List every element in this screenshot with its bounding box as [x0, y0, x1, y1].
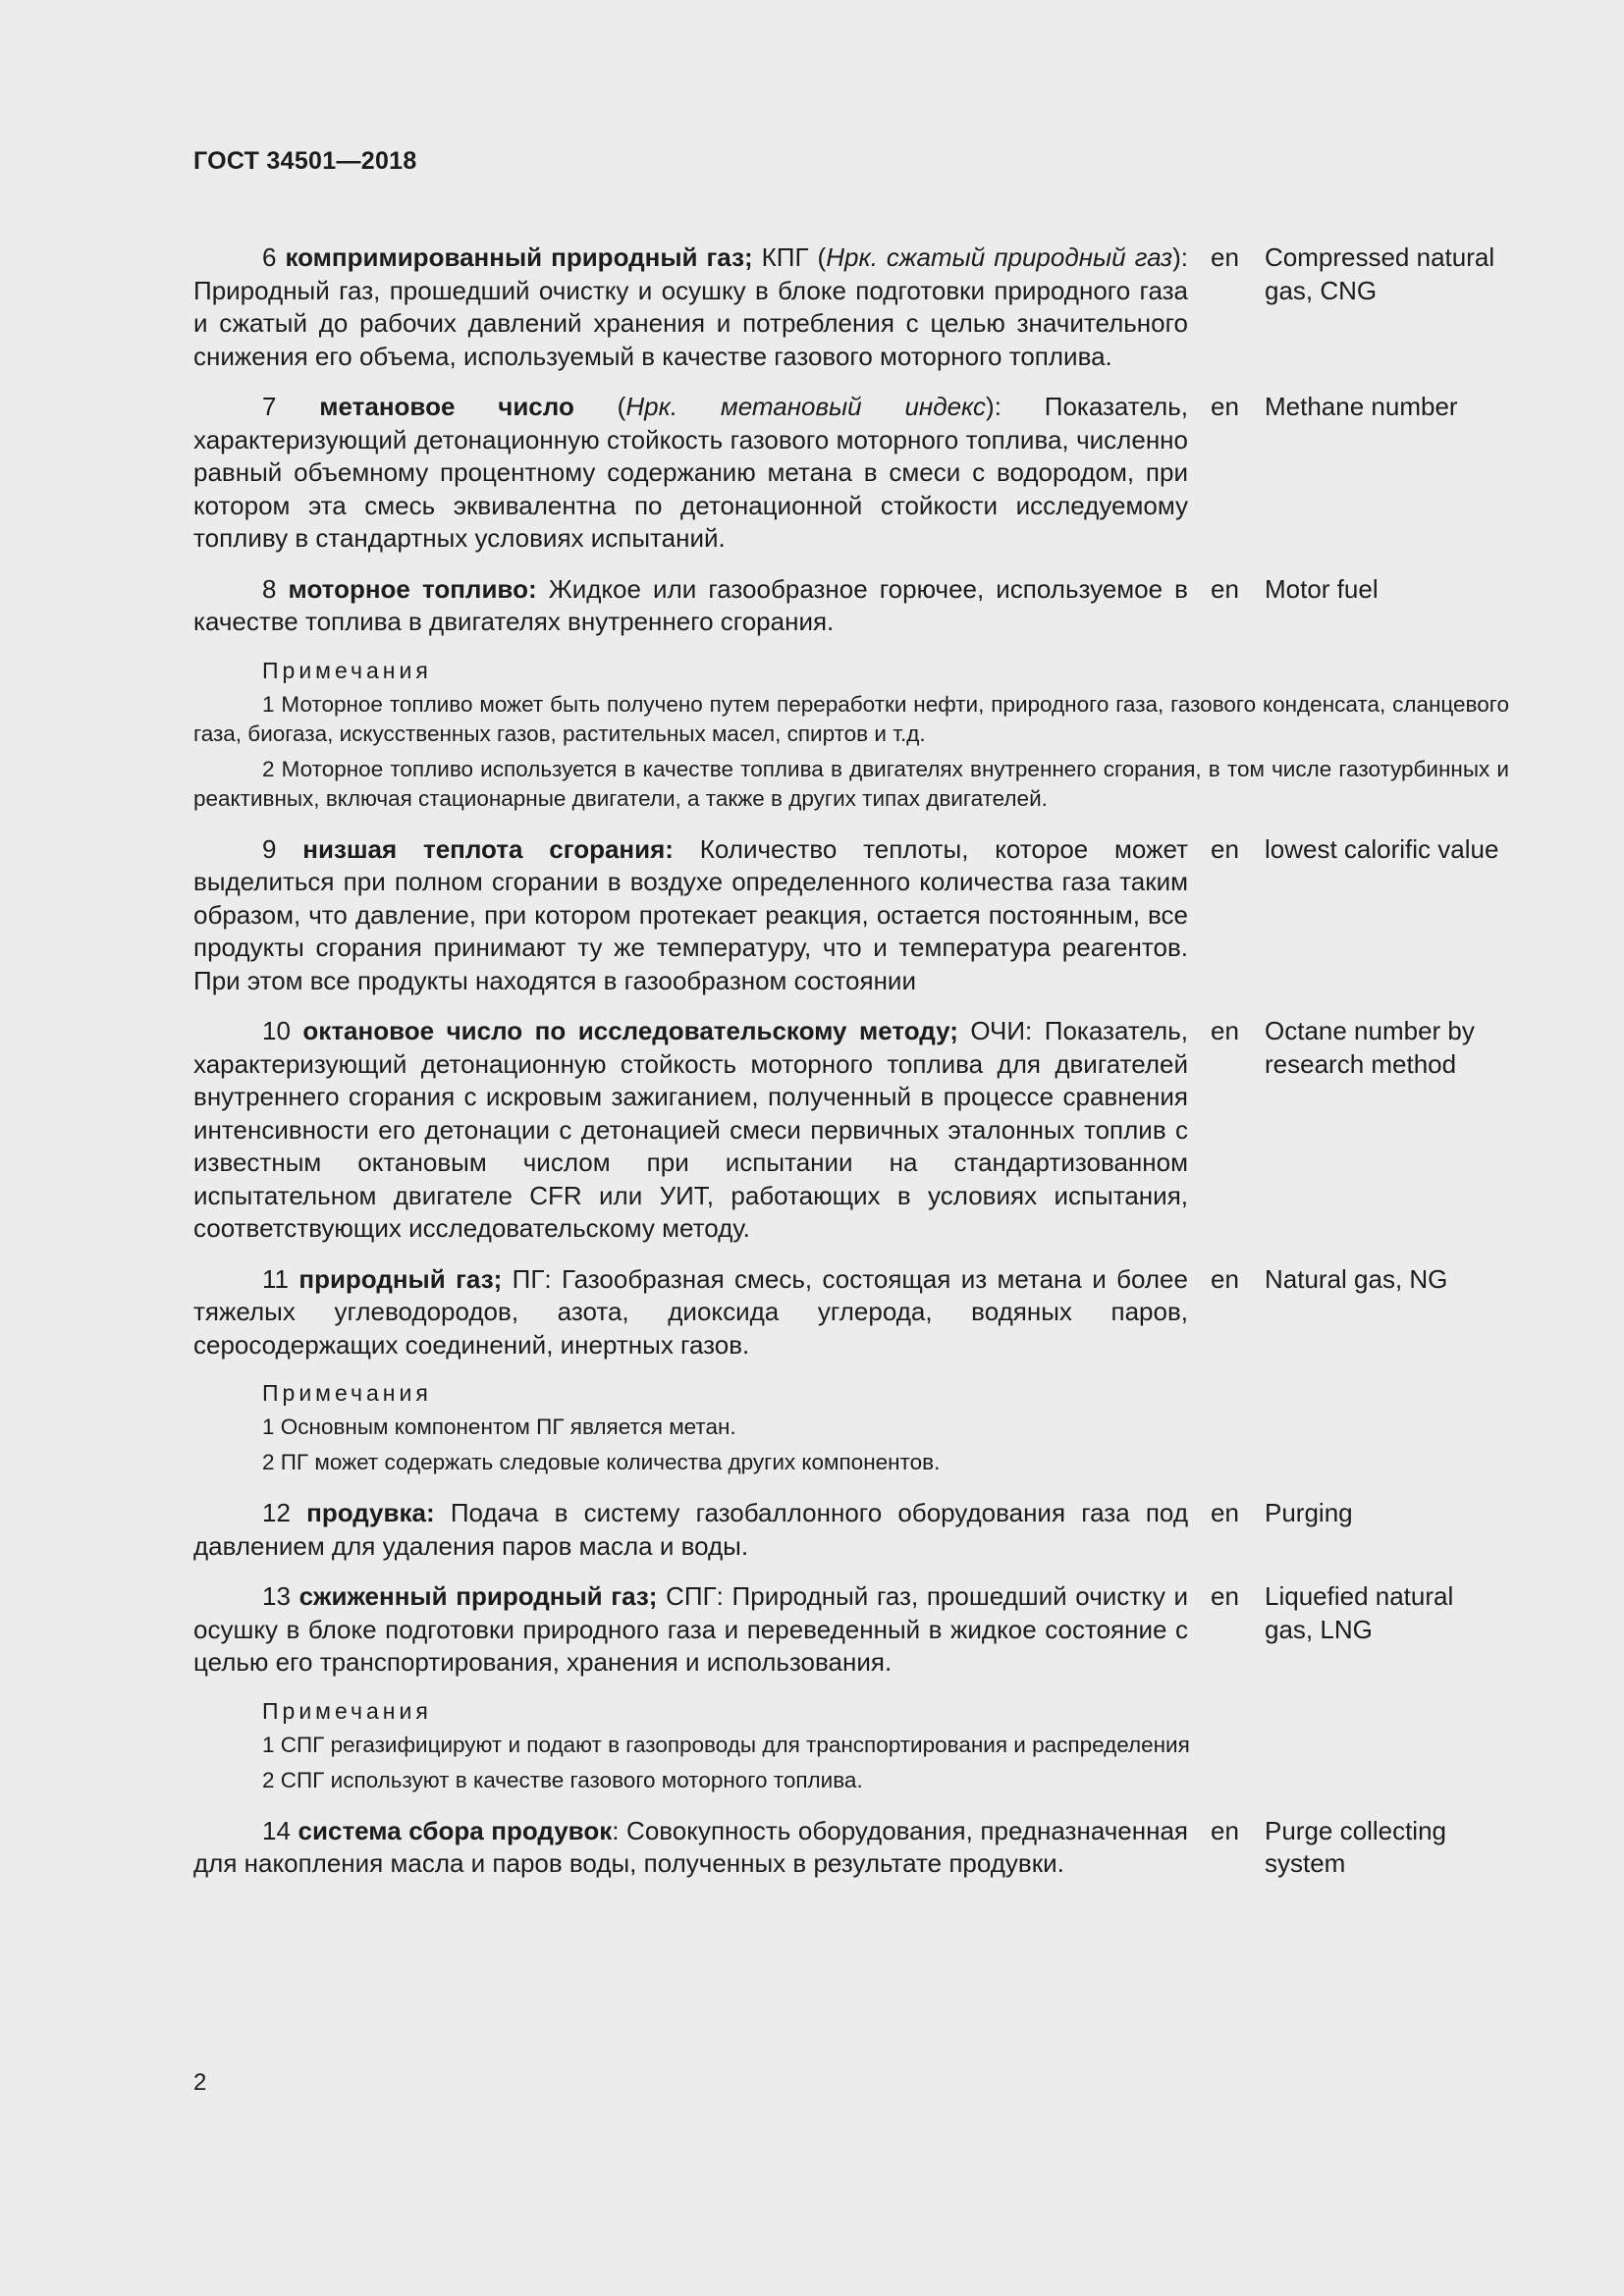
term-english: Motor fuel: [1265, 573, 1379, 604]
term-entry-8: [193, 573, 1509, 639]
term-number: 11: [262, 1263, 289, 1294]
term-definition: [193, 1815, 1188, 1881]
lang-code: en: [1211, 833, 1239, 864]
term-name: октановое число по исследовательскому методу;: [302, 1016, 958, 1045]
term-text: ПГ: Газообразная смесь, состоящая из метана и более тяжелых углеводородов, азота, диоксида углерода, водяных паров, серосодержащих соединений, инертных газов.: [193, 1263, 1188, 1360]
note: 1 СПГ регазифицируют и подают в газопроводы для транспортирования и распределения: [262, 1732, 1190, 1757]
lang-code: en: [1211, 1815, 1239, 1845]
lang-code: en: [1211, 573, 1239, 604]
page-number: 2: [193, 2069, 207, 2096]
lang-code: en: [1211, 1581, 1239, 1611]
lang-code: en: [1211, 1498, 1239, 1527]
term-number: 7: [262, 392, 277, 421]
term-deprecated: Нрк. метановый индекс: [625, 392, 987, 421]
term-deprecated: Нрк. сжатый природный газ: [826, 242, 1173, 272]
notes-title: Примечания: [262, 1697, 432, 1724]
term-number: 12: [262, 1498, 291, 1527]
note: 2 Моторное топливо используется в качестве топлива в двигателях внутреннего сгорания, в том числе газотурбинных и реактивных, включая стационарные двигатели, а также в других типах двигателей.: [193, 756, 1509, 811]
term-text: Жидкое или газообразное горючее, используемое в качестве топлива в двигателях внутреннего сгорания.: [193, 573, 1188, 636]
term-name: моторное топливо:: [288, 573, 537, 604]
term-name: компримированный природный газ;: [285, 242, 753, 272]
term-english: lowest calorific value: [1265, 833, 1499, 864]
lang-code: en: [1211, 1263, 1239, 1294]
notes-block: [193, 1377, 1509, 1477]
notes-block: [193, 1695, 1509, 1795]
term-number: 13: [262, 1581, 291, 1611]
note: 2 СПГ используют в качестве газового моторного топлива.: [262, 1767, 863, 1792]
term-definition: [193, 1015, 1188, 1246]
standard-title: ГОСТ 34501—2018: [193, 147, 417, 175]
term-paren: (: [617, 392, 626, 421]
term-definition: [193, 1263, 1188, 1362]
term-definition: [193, 1580, 1188, 1680]
term-abbr: КПГ (: [761, 242, 827, 272]
notes-title: Примечания: [262, 1380, 432, 1406]
term-english: Purge collecting system: [1265, 1815, 1446, 1878]
term-name: система сбора продувок: [298, 1815, 613, 1845]
terms-list: [193, 241, 1509, 1898]
notes-block: [193, 655, 1509, 814]
term-entry-13: [193, 1580, 1509, 1680]
note: 2 ПГ может содержать следовые количества других компонентов.: [262, 1450, 941, 1474]
term-definition: [193, 241, 1188, 373]
term-entry-11: [193, 1263, 1509, 1362]
term-entry-7: [193, 391, 1509, 556]
term-number: 14: [262, 1815, 291, 1845]
term-name: метановое число: [319, 392, 574, 421]
note: 1 Моторное топливо может быть получено путем переработки нефти, природного газа, газового конденсата, сланцевого газа, биогаза, искусственных газов, растительных масел, спиртов и т.д.: [193, 691, 1509, 746]
term-number: 6: [262, 242, 277, 272]
term-definition: [193, 391, 1188, 556]
term-definition: [193, 1497, 1188, 1563]
term-definition: [193, 573, 1188, 639]
term-entry-12: [193, 1497, 1509, 1563]
term-english: Methane number: [1265, 392, 1458, 421]
term-text: Количество теплоты, которое может выделиться при полном сгорании в воздухе определенного количества газа таким образом, что давление, при котором протекает реакция, остается постоянным, все продукты сгорания принимают ту же температуру, что и температура реагентов. При этом все продукты находятся в газообразном состоянии: [193, 833, 1188, 995]
notes-title: Примечания: [262, 657, 432, 683]
term-text: ОЧИ: Показатель, характеризующий детонационную стойкость моторного топлива для двигателей внутреннего сгорания с искровым зажиганием, полученный в процессе сравнения интенсивности его детонации с детонацией смеси первичных эталонных топлив с известным октановым числом при испытании на стандартизованном испытательном двигателе CFR или УИТ, работающих в условиях испытания, соответствующих исследовательскому методу.: [193, 1016, 1188, 1243]
term-english: Compressed natural gas, CNG: [1265, 242, 1495, 305]
note: 1 Основным компонентом ПГ является метан.: [262, 1415, 736, 1439]
term-text: Подача в систему газобаллонного оборудования газа под давлением для удаления паров масла и воды.: [193, 1498, 1188, 1561]
term-number: 10: [262, 1016, 291, 1045]
term-english: Liquefied natural gas, LNG: [1265, 1581, 1454, 1644]
term-name: низшая теплота сгорания:: [302, 833, 674, 864]
term-entry-14: [193, 1815, 1509, 1881]
term-number: 8: [262, 573, 277, 604]
term-number: 9: [262, 833, 277, 864]
term-text: : Совокупность оборудования, предназначенная для накопления масла и паров воды, полученных в результате продувки.: [193, 1815, 1188, 1878]
term-name: природный газ;: [298, 1263, 503, 1294]
term-text: СПГ: Природный газ, прошедший очистку и осушку в блоке подготовки природного газа и переведенный в жидкое состояние с целью его транспортирования, хранения и использования.: [193, 1581, 1189, 1677]
term-text: ): Природный газ, прошедший очистку и осушку в блоке подготовки природного газа и сжатый до рабочих давлений хранения и потребления с целью значительного снижения его объема, используемый в качестве газового моторного топлива.: [193, 242, 1188, 371]
lang-code: en: [1211, 392, 1239, 421]
term-english: Purging: [1265, 1498, 1353, 1527]
term-entry-10: [193, 1015, 1509, 1246]
term-entry-6: [193, 241, 1509, 373]
term-entry-9: [193, 833, 1509, 998]
term-text: ): Показатель, характеризующий детонационную стойкость газового моторного топлива, численно равный объемному процентному содержанию метана в смеси с водородом, при котором эта смесь эквивалентна по детонационной стойкости исследуемому топливу в стандартных условиях испытаний.: [193, 392, 1188, 553]
term-english: Octane number by research method: [1265, 1016, 1475, 1079]
lang-code: en: [1211, 242, 1239, 272]
term-definition: [193, 833, 1188, 998]
term-name: сжиженный природный газ;: [298, 1581, 658, 1611]
lang-code: en: [1211, 1016, 1239, 1045]
term-english: Natural gas, NG: [1265, 1263, 1448, 1294]
term-name: продувка:: [306, 1498, 435, 1527]
